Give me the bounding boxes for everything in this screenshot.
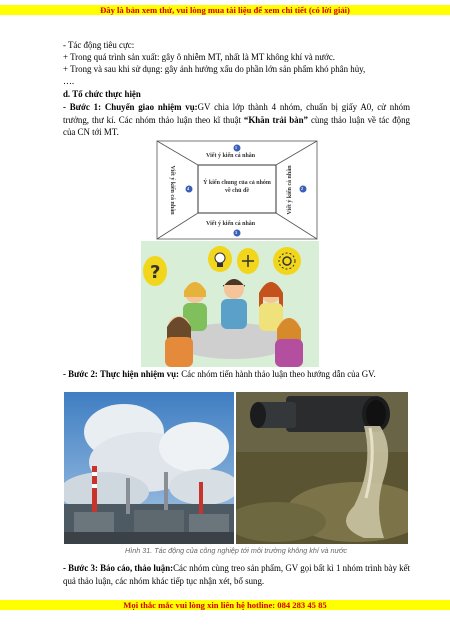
step3-label: - Bước 3: Báo cáo, thảo luận: — [63, 563, 174, 573]
intro-line: + Trong quá trình sản xuất: gây ô nhiễm MT, nhất là MT không khí và nước. — [63, 52, 336, 62]
diagram-number-2: 2 — [301, 186, 303, 191]
diagram-top-label: Viết ý kiến cá nhân — [206, 153, 256, 159]
diagram-left-label: Viết ý kiến cá nhân — [169, 165, 175, 215]
svg-text:?: ? — [150, 262, 161, 283]
step1-technique: “Khăn trải bàn” — [243, 114, 308, 125]
step1-label: - Bước 1: Chuyển giao nhiệm vụ: — [63, 102, 198, 112]
diagram-number-3: 3 — [235, 230, 237, 235]
diagram-number-4: 4 — [187, 186, 189, 191]
step3-paragraph — [63, 562, 410, 587]
header-banner: Đây là bản xem thử, vui lòng mua tài liệu để xem chi tiết (có lời giải) — [0, 5, 450, 15]
intro-line: …. — [63, 76, 75, 86]
factory-air-pollution-photo — [64, 392, 234, 544]
step1-text: GV chia lớp thành 4 nhóm, chuẩn bị giấy A0, cử nhóm trưởng, thư kí. Các nhóm thảo luận theo kĩ thuật — [63, 102, 410, 125]
intro-line: - Tác động tiêu cực: — [63, 40, 135, 50]
footer-banner: Mọi thắc mắc vui lòng xin liên hệ hotline: 084 283 45 85 — [0, 600, 450, 610]
section-title: d. Tổ chức thực hiện — [63, 89, 141, 99]
diagram-bottom-label: Viết ý kiến cá nhân — [206, 221, 256, 227]
group-discussion-illustration — [141, 241, 319, 367]
step1-paragraph — [63, 101, 410, 139]
intro-line: + Trong và sau khi sử dụng: gây ảnh hưởng xấu do phần lớn sản phẩm khó phân hủy, — [63, 64, 366, 74]
step1-text-after: cùng thảo luận về tác động của CN tới MT. — [63, 114, 410, 137]
diagram-number-1: 1 — [235, 145, 237, 150]
step2-text: Các nhóm tiến hành thảo luận theo hướng dẫn của GV. — [179, 369, 376, 379]
diagram-right-label: Viết ý kiến cá nhân — [287, 165, 293, 215]
wastewater-pipe-photo — [236, 392, 408, 544]
step2-label: - Bước 2: Thực hiện nhiệm vụ: — [63, 369, 179, 379]
step3-text: Các nhóm cùng treo sản phẩm, GV gọi bất kì 1 nhóm trình bày kết quả thảo luận, các nhóm khác tiếp tục nhận xét, bổ sung. — [63, 563, 410, 586]
step2-paragraph — [63, 368, 410, 381]
diagram-center-label: Ý kiến chung của cả nhóm về chủ đề — [203, 180, 271, 194]
tablecloth-diagram — [156, 140, 318, 240]
figure-caption: Hình 31. Tác động của công nghiệp tới môi trường không khí và nước — [125, 546, 347, 555]
